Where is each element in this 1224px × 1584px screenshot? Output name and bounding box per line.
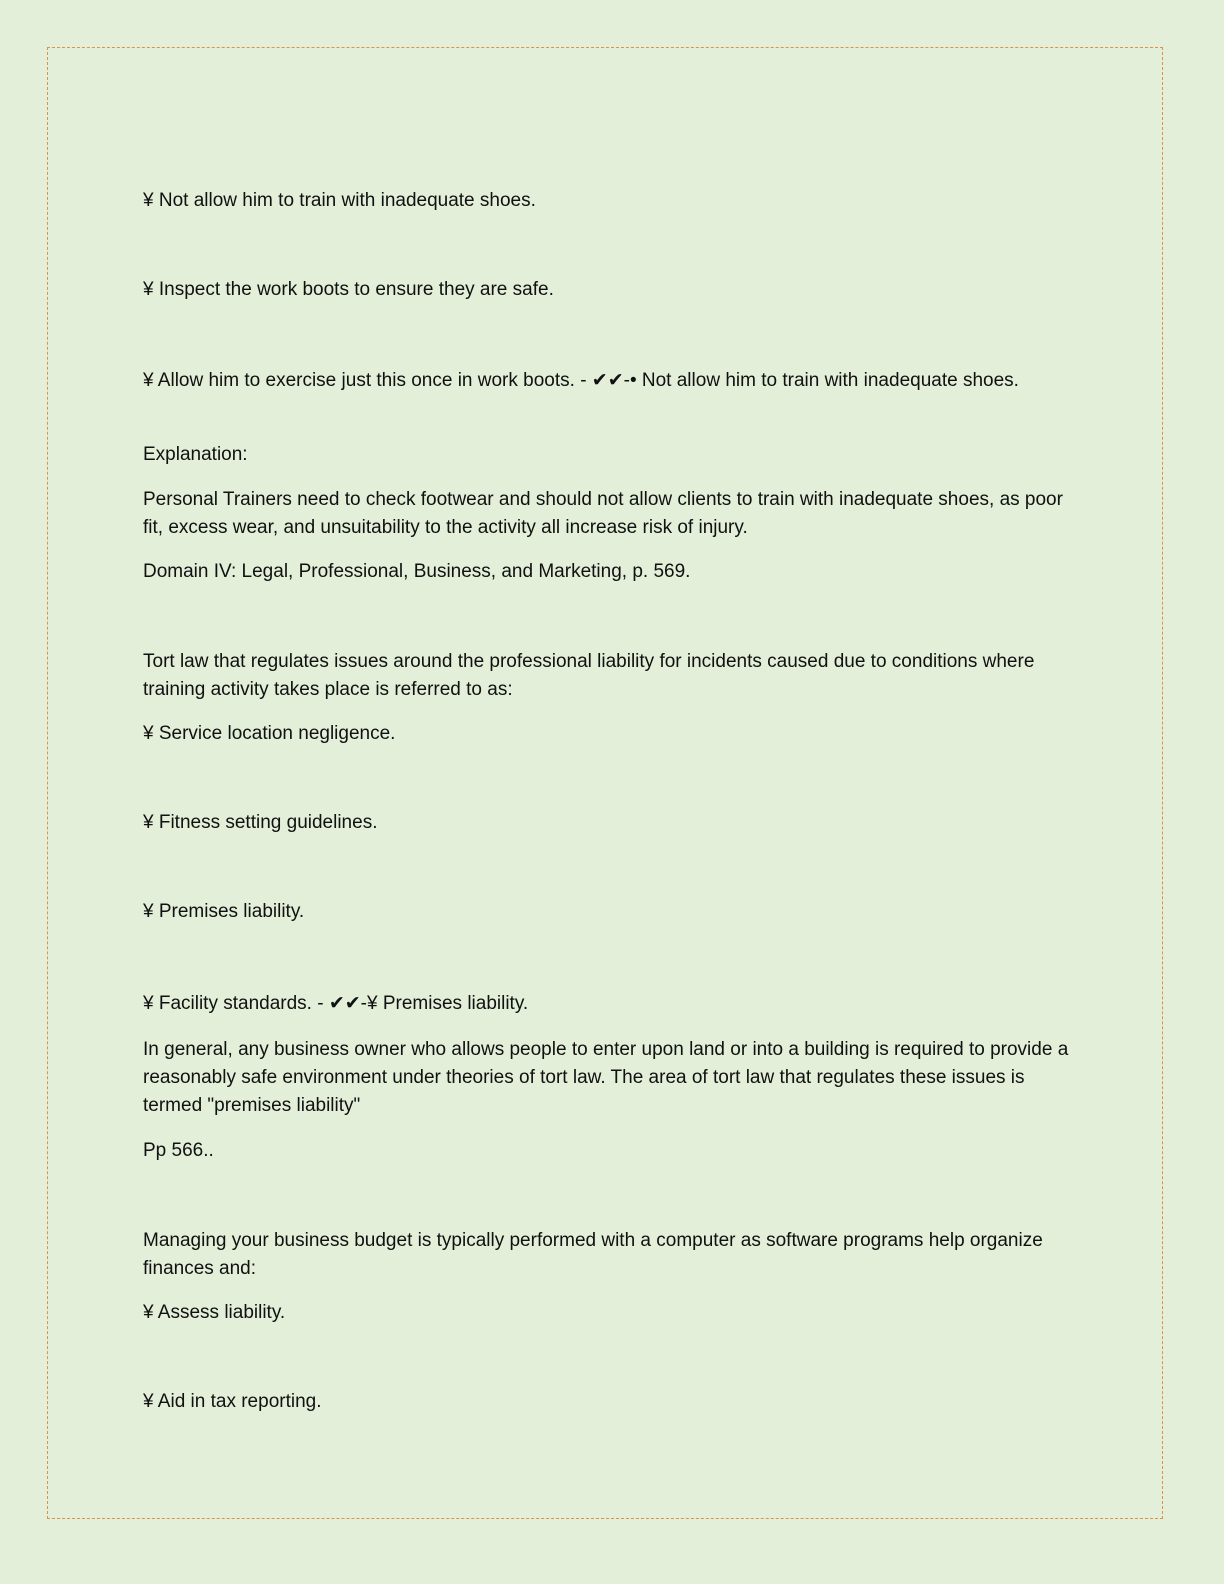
answer-option: ¥ Service location negligence. (143, 723, 396, 744)
question-text: Tort law that regulates issues around the professional liability for incidents caused due to conditions where training activity takes place is referred to as: (143, 651, 1035, 700)
explanation-text: Personal Trainers need to check footwear and should not allow clients to train with inadequate shoes, as poor fit, excess wear, and unsuitability to the activity all increase risk of injury. (143, 489, 1063, 538)
reference-text: Domain IV: Legal, Professional, Business, and Marketing, p. 569. (143, 561, 691, 582)
reference-text: Pp 566.. (143, 1140, 214, 1161)
answer-option: ¥ Inspect the work boots to ensure they are safe. (143, 279, 554, 300)
answer-option-with-answer: ¥ Allow him to exercise just this once in work boots. - ✔✔-• Not allow him to train with inadequate shoes. (143, 370, 1019, 391)
explanation-text: In general, any business owner who allows people to enter upon land or into a building is required to provide a reasonably safe environment under theories of tort law. The area of tort law that regulates these issues is termed "premises liability" (143, 1039, 1069, 1116)
answer-option: ¥ Fitness setting guidelines. (143, 812, 378, 833)
answer-option: ¥ Aid in tax reporting. (143, 1391, 322, 1412)
answer-option: ¥ Not allow him to train with inadequate shoes. (143, 190, 536, 211)
answer-option: ¥ Premises liability. (143, 901, 305, 922)
question-text: Managing your business budget is typically performed with a computer as software programs help organize finances and: (143, 1230, 1043, 1279)
answer-option-with-answer: ¥ Facility standards. - ✔✔-¥ Premises liability. (143, 993, 529, 1014)
answer-option: ¥ Assess liability. (143, 1302, 286, 1323)
explanation-heading: Explanation: (143, 444, 248, 465)
